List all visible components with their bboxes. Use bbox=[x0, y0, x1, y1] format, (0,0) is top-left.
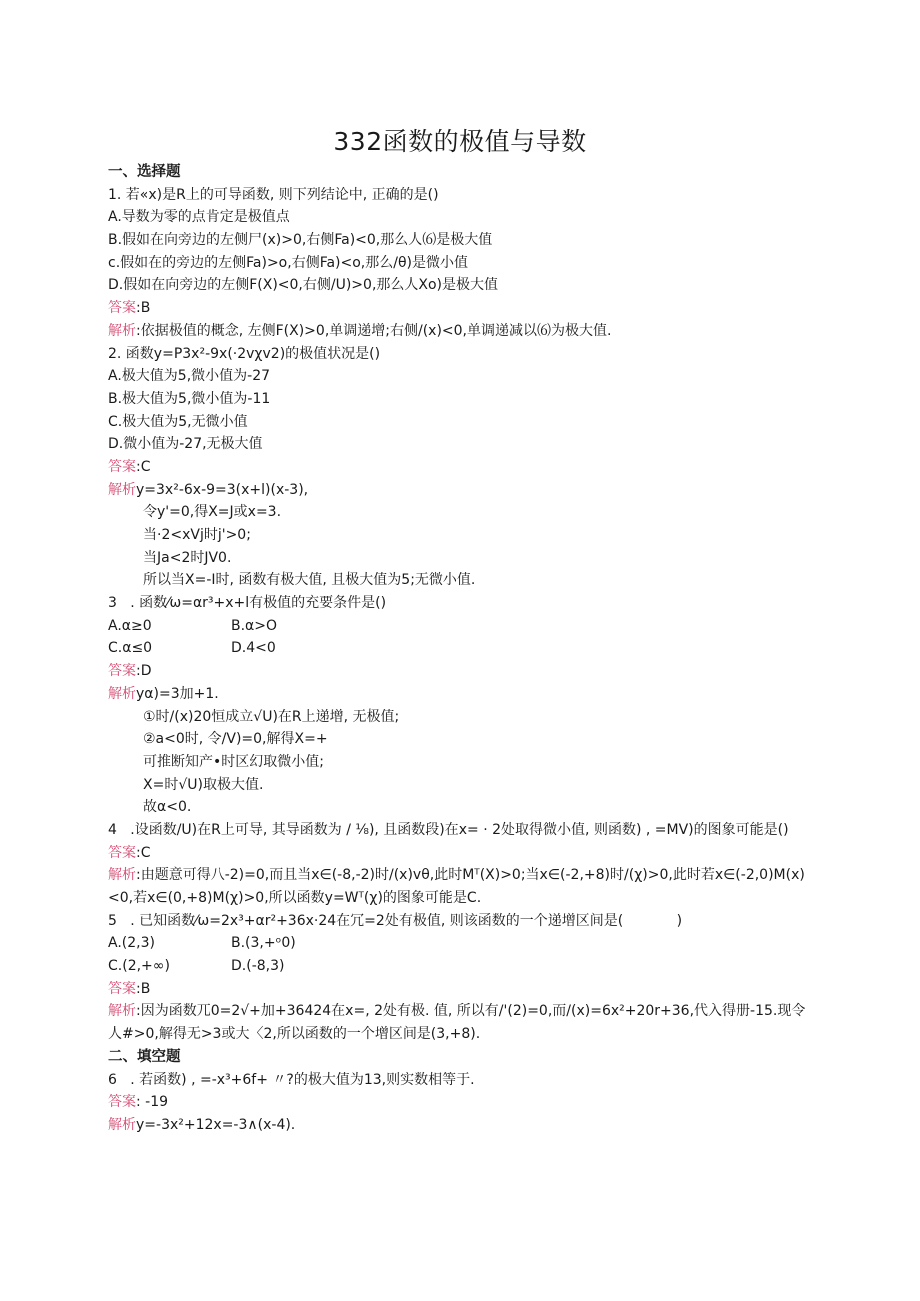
answer-value: : -19 bbox=[136, 1094, 169, 1111]
analysis-line: 可推断知产•时区幻取微小值; bbox=[143, 753, 324, 770]
question-3-analysis bbox=[108, 683, 808, 706]
section-heading-fill: 二、填空题 bbox=[108, 1048, 181, 1065]
question-3-option-a: A.α≥0 bbox=[108, 617, 152, 634]
question-2-option-a: A.极大值为5,微小值为-27 bbox=[108, 368, 271, 385]
answer-value: :B bbox=[136, 980, 151, 997]
question-3-option-c: C.α≤0 bbox=[108, 640, 153, 657]
question-2-analysis bbox=[108, 479, 808, 502]
question-5-answer bbox=[108, 978, 808, 1001]
analysis-line: 令y'=0,得X=J或x=3. bbox=[143, 504, 282, 521]
question-1-answer bbox=[108, 297, 808, 320]
question-1-analysis bbox=[108, 320, 808, 343]
analysis-line: 所以当X=-I时, 函数有极大值, 且极大值为5;无微小值. bbox=[143, 572, 476, 589]
question-4-analysis bbox=[108, 864, 808, 909]
analysis-text: :由题意可得八-2)=0,而且当x∈(-8,-2)时/(x)vθ,此时Mᵀ(X)>0;当x∈(-2,+8)时/(χ)>0,此时若x∈(-2,0)M(x)<0,若x∈(0,+8)M(χ)>0,所以函数y=Wᵀ(χ)的图象可能是C. bbox=[108, 867, 805, 907]
question-2-option-b: B.极大值为5,微小值为-11 bbox=[108, 390, 271, 407]
analysis-line: ②a<0时, 令/V)=0,解得X=+ bbox=[143, 731, 328, 748]
question-5-options-row-1 bbox=[108, 932, 808, 955]
analysis-label: 解析 bbox=[108, 322, 136, 339]
question-6-analysis bbox=[108, 1114, 808, 1137]
question-3-option-d: D.4<0 bbox=[231, 640, 276, 657]
analysis-text: :依据极值的概念, 左侧F(X)>0,单调递增;右侧/(x)<0,单调递减以⑹为极大值. bbox=[136, 322, 612, 339]
answer-label: 答案 bbox=[108, 300, 136, 317]
analysis-label: 解析 bbox=[108, 685, 136, 702]
page-title: 332函数的极值与导数 bbox=[333, 127, 587, 156]
question-6-stem: 6 . 若函数) , =-x³+6f+ 〃?的极大值为13,则实数相等于. bbox=[108, 1071, 475, 1088]
question-1-option-a: A.导数为零的点肯定是极值点 bbox=[108, 209, 290, 226]
question-4-answer bbox=[108, 842, 808, 865]
answer-value: :B bbox=[136, 300, 151, 317]
analysis-line: 当Ja<2时JV0. bbox=[143, 549, 232, 566]
question-6-answer bbox=[108, 1091, 808, 1114]
question-5-option-c: C.(2,+∞) bbox=[108, 958, 170, 975]
section-heading-choice: 一、选择题 bbox=[108, 164, 181, 180]
question-2-option-d: D.微小值为-27,无极大值 bbox=[108, 436, 263, 453]
analysis-line: ①时/(x)20恒成立√U)在R上递增, 无极值; bbox=[143, 708, 400, 725]
answer-label: 答案 bbox=[108, 1094, 136, 1111]
analysis-label: 解析 bbox=[108, 1003, 136, 1020]
question-1-option-d: D.假如在向旁边的左侧F(X)<0,右侧/U)>0,那么人Xo)是极大值 bbox=[108, 277, 499, 294]
question-2-option-c: C.极大值为5,无微小值 bbox=[108, 413, 248, 430]
analysis-text: y=-3x²+12x=-3∧(x-4). bbox=[136, 1116, 296, 1133]
answer-label: 答案 bbox=[108, 663, 136, 680]
question-3-answer bbox=[108, 660, 808, 683]
analysis-text: y=3x²-6x-9=3(x+l)(x-3), bbox=[136, 481, 309, 498]
analysis-label: 解析 bbox=[108, 481, 136, 498]
question-5-option-a: A.(2,3) bbox=[108, 935, 155, 952]
question-4-stem: 4 .设函数/U)在R上可导, 其导函数为 / ⅛), 且函数段)在x= · 2处取得微小值, 则函数) , =MV)的图象可能是() bbox=[108, 821, 789, 838]
analysis-label: 解析 bbox=[108, 867, 136, 884]
question-3-options-row-2 bbox=[108, 637, 808, 660]
analysis-label: 解析 bbox=[108, 1116, 136, 1133]
answer-label: 答案 bbox=[108, 980, 136, 997]
question-5-analysis bbox=[108, 1000, 808, 1045]
question-5-option-d: D.(-8,3) bbox=[231, 958, 285, 975]
analysis-line: 故α<0. bbox=[143, 799, 192, 816]
question-1-stem: 1. 若«x)是R上的可导函数, 则下列结论中, 正确的是() bbox=[108, 186, 439, 203]
question-5-stem: 5 . 已知函数⁄ω=2x³+αr²+36x·24在冗=2处有极值, 则该函数的一个递增区间是( ) bbox=[108, 912, 683, 929]
question-5-option-b: B.(3,+ᵒ0) bbox=[231, 935, 296, 952]
question-1-option-c: c.假如在的旁边的左侧Fa)>o,右侧Fa)<o,那么/θ)是微小值 bbox=[108, 254, 468, 271]
question-3-option-b: B.α>O bbox=[231, 617, 278, 634]
answer-label: 答案 bbox=[108, 458, 136, 475]
answer-label: 答案 bbox=[108, 844, 136, 861]
answer-value: :D bbox=[136, 663, 152, 680]
document-body bbox=[108, 161, 808, 1137]
question-3-stem: 3 . 函数⁄ω=αr³+x+l有极值的充要条件是() bbox=[108, 595, 387, 612]
analysis-line: X=时√U)取极大值. bbox=[143, 776, 264, 793]
analysis-line: 当·2<xVj时j'>0; bbox=[143, 527, 251, 543]
question-5-options-row-2 bbox=[108, 955, 808, 978]
question-2-answer bbox=[108, 456, 808, 479]
question-2-stem: 2. 函数y=P3x²-9x(·2vχv2)的极值状况是() bbox=[108, 345, 381, 362]
answer-value: :C bbox=[136, 458, 151, 475]
question-1-option-b: B.假如在向旁边的左侧尸(x)>0,右侧Fa)<0,那么人⑹是极大值 bbox=[108, 232, 493, 249]
analysis-text: :因为函数兀0=2√+加+36424在x=, 2处有极. 值, 所以有/'(2)=0,而/(x)=6x²+20r+36,代入得册-15.现令人#>0,解得无>3或大〈2,所以函数的一个增区间是(3,+8). bbox=[108, 1003, 806, 1043]
analysis-text: yα)=3加+1. bbox=[136, 685, 219, 702]
answer-value: :C bbox=[136, 844, 151, 861]
question-3-options-row-1 bbox=[108, 615, 808, 638]
